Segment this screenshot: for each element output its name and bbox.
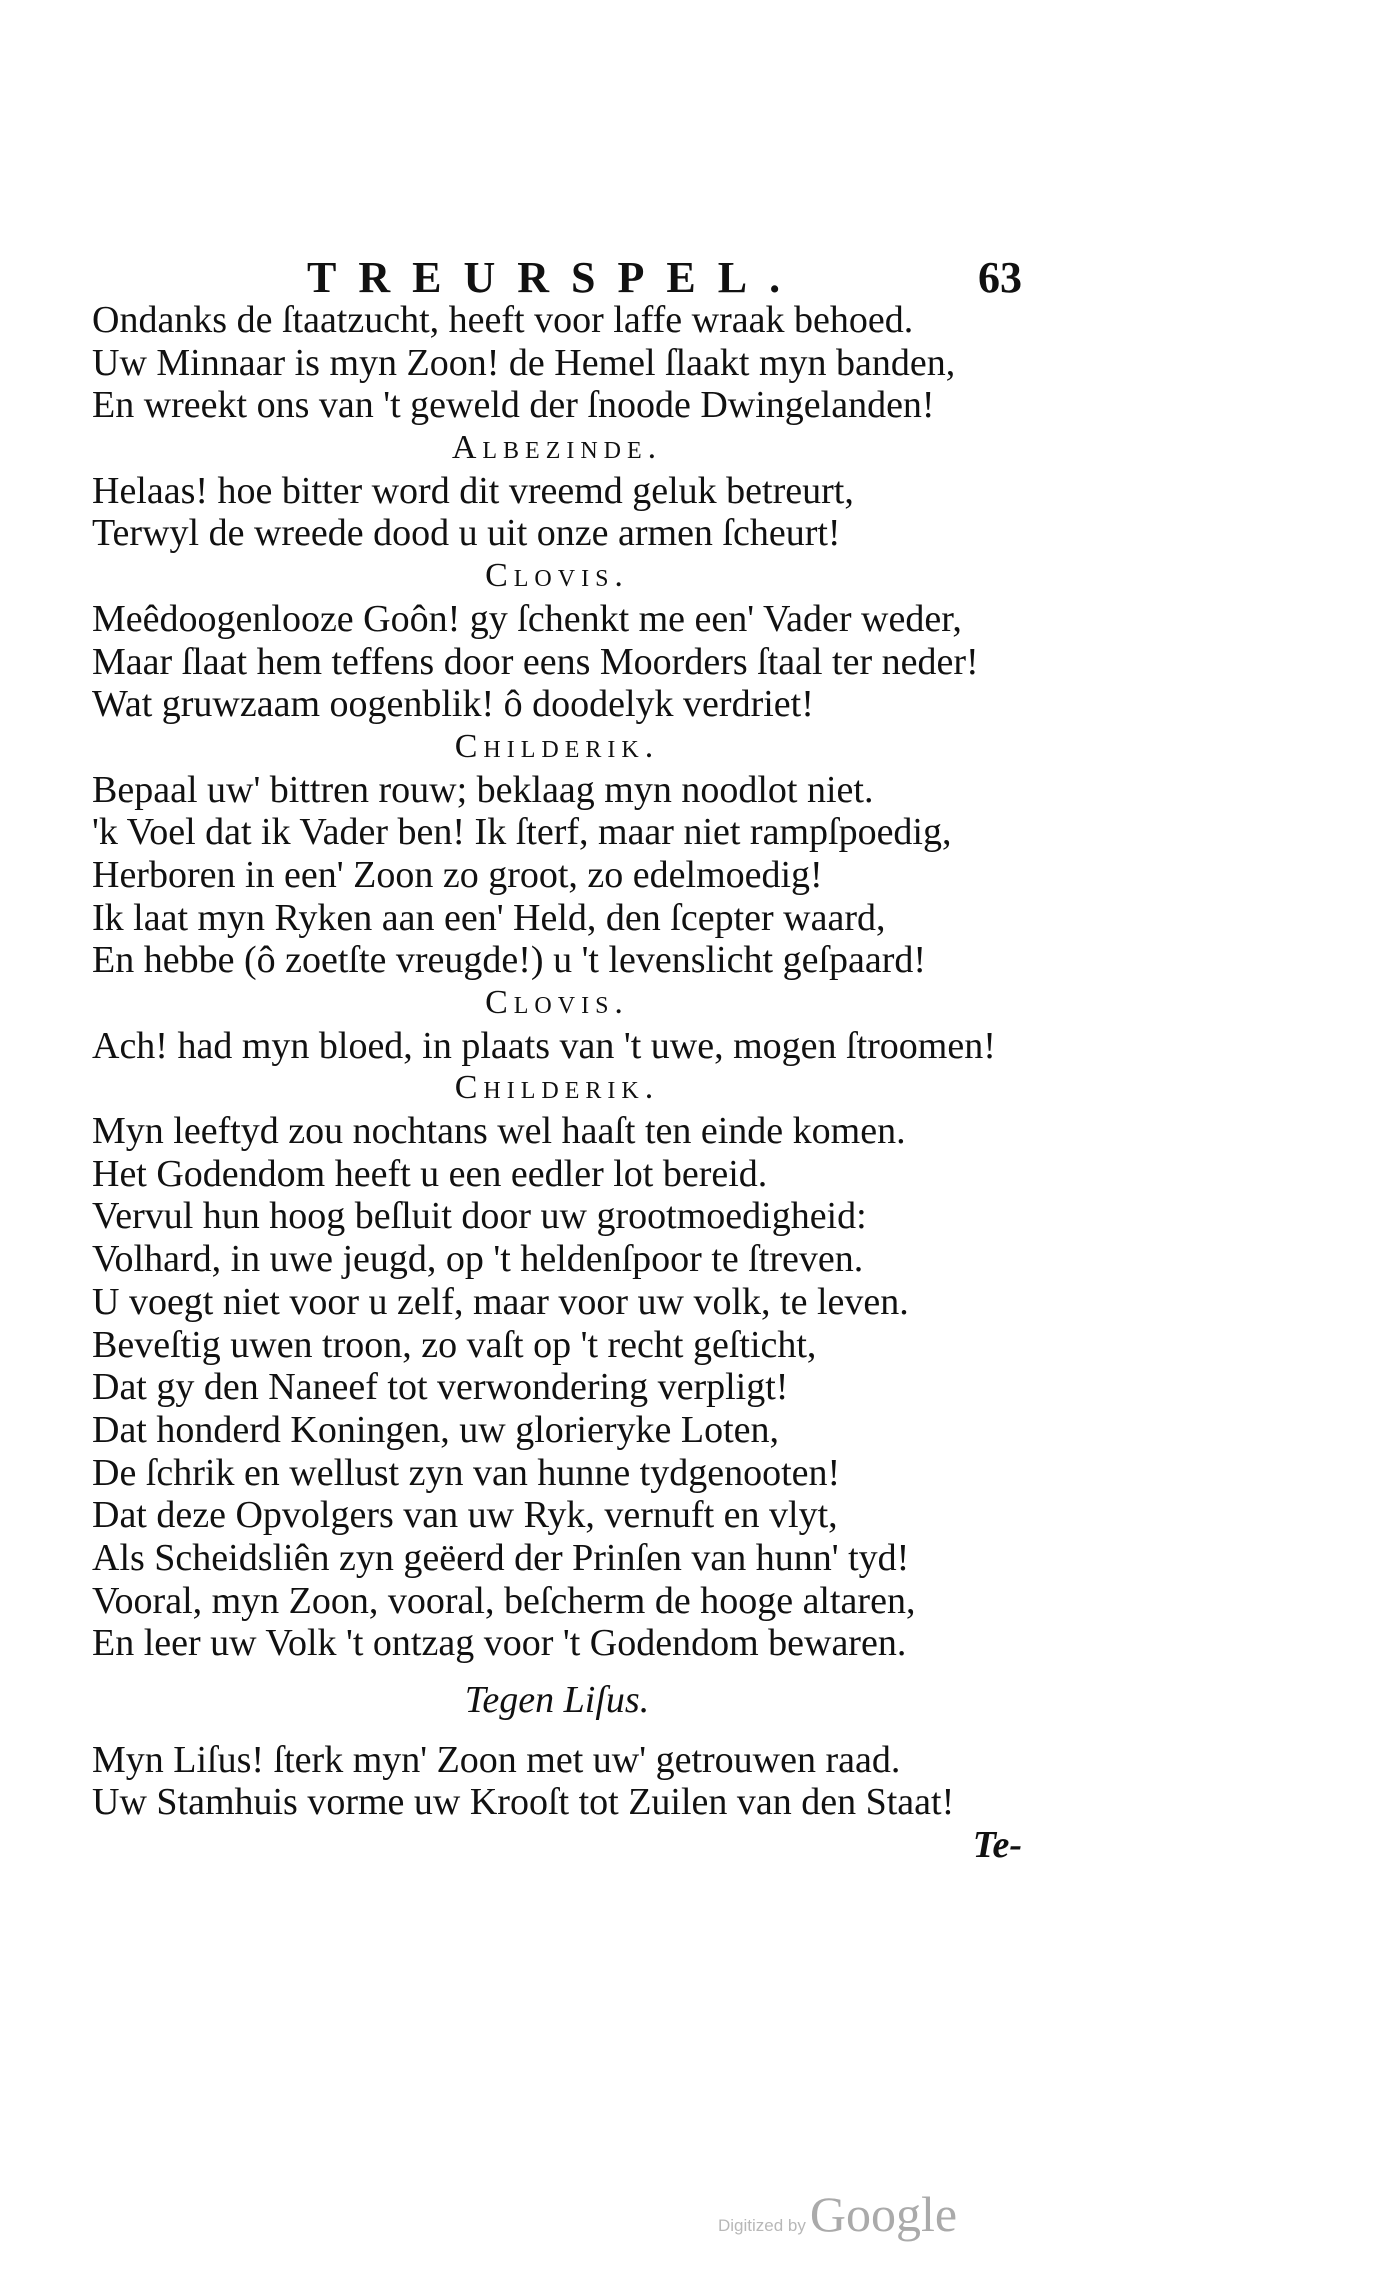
verse-line: De ſchrik en wellust zyn van hunne tydgenooten!	[92, 1451, 841, 1494]
verse-line: Meêdoogenlooze Goôn! gy ſchenkt me een' Vader weder,	[92, 597, 962, 640]
running-title: TREURSPEL.	[307, 253, 803, 302]
google-watermark	[718, 2185, 957, 2243]
running-header	[92, 253, 1022, 302]
verse-line: Herboren in een' Zoon zo groot, zo edelmoedig!	[92, 853, 823, 896]
watermark-brand: Google	[809, 2186, 958, 2242]
verse-line: Uw Minnaar is myn Zoon! de Hemel ſlaakt myn banden,	[92, 341, 956, 384]
verse-line: Uw Stamhuis vorme uw Krooſt tot Zuilen van den Staat!	[92, 1781, 955, 1824]
verse-line: Dat deze Opvolgers van uw Ryk, vernuft en vlyt,	[92, 1494, 838, 1537]
speaker-name: Childerik.	[454, 1069, 660, 1107]
verse-line: Terwyl de wreede dood u uit onze armen ſcheurt!	[92, 512, 841, 555]
verse-line: Dat honderd Koningen, uw glorieryke Loten,	[92, 1408, 779, 1451]
page-number: 63	[978, 253, 1022, 302]
watermark-prefix: Digitized by	[718, 2216, 806, 2235]
verse-line: Als Scheidsliên zyn geëerd der Prinſen van hunn' tyd!	[92, 1536, 910, 1579]
verse-line: Vooral, myn Zoon, vooral, beſcherm de hooge altaren,	[92, 1579, 916, 1622]
verse-line: En leer uw Volk 't ontzag voor 't Godendom bewaren.	[92, 1622, 907, 1665]
verse-line: Helaas! hoe bitter word dit vreemd geluk betreurt,	[92, 469, 854, 512]
stage-direction: Tegen Liſus.	[464, 1679, 650, 1721]
verse-line: Myn Liſus! ſterk myn' Zoon met uw' getrouwen raad.	[92, 1738, 901, 1781]
verse-line: Het Godendom heeft u een eedler lot bereid.	[92, 1152, 768, 1195]
verse-line: 'k Voel dat ik Vader ben! Ik ſterf, maar niet rampſpoedig,	[92, 811, 952, 854]
speaker-name: Albezinde.	[451, 429, 663, 467]
verse-line: Beveſtig uwen troon, zo vaſt op 't recht geſticht,	[92, 1323, 817, 1366]
speaker-name: Clovis.	[485, 557, 629, 595]
verse-line: U voegt niet voor u zelf, maar voor uw volk, te leven.	[92, 1280, 909, 1323]
verse-line: En wreekt ons van 't geweld der ſnoode Dwingelanden!	[92, 384, 935, 427]
verse-line: Wat gruwzaam oogenblik! ô doodelyk verdriet!	[92, 683, 814, 726]
verse-line: Myn leeftyd zou nochtans wel haaſt ten einde komen.	[92, 1110, 906, 1153]
speaker-name: Clovis.	[485, 984, 629, 1021]
verse-line: Maar ſlaat hem teffens door eens Moorders ſtaal ter neder!	[92, 640, 979, 683]
verse-line: Dat gy den Naneef tot verwondering verpligt!	[92, 1366, 789, 1409]
verse-line: Ach! had myn bloed, in plaats van 't uwe, mogen ſtroomen!	[92, 1024, 996, 1067]
verse-text	[92, 299, 1022, 1824]
book-page	[92, 253, 1022, 1867]
verse-line: Ondanks de ſtaatzucht, heeft voor laffe wraak behoed.	[92, 299, 914, 341]
verse-line: Vervul hun hoog beſluit door uw grootmoedigheid:	[92, 1195, 867, 1238]
speaker-name: Childerik.	[454, 727, 660, 765]
verse-line: Volhard, in uwe jeugd, op 't heldenſpoor te ſtreven.	[92, 1238, 864, 1281]
verse-line: En hebbe (ô zoetſte vreugde!) u 't levenslicht geſpaard!	[92, 939, 927, 982]
verse-line: Bepaal uw' bittren rouw; beklaag myn noodlot niet.	[92, 768, 874, 811]
catchword: Te-	[972, 1824, 1022, 1867]
verse-line: Ik laat myn Ryken aan een' Held, den ſcepter waard,	[92, 896, 886, 939]
